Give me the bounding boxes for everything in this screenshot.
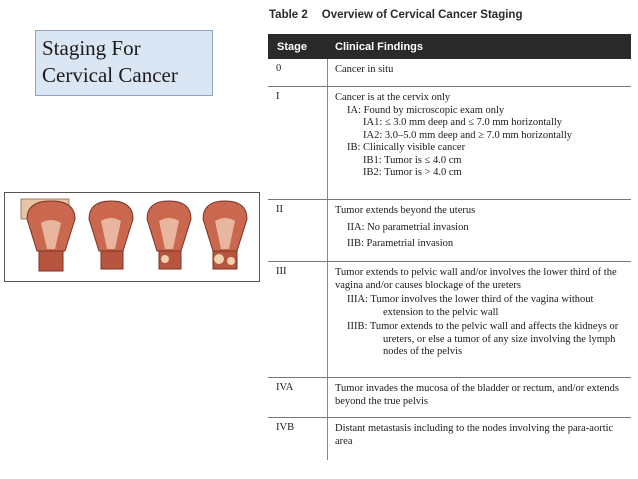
table-row [268, 262, 631, 378]
findings-cell [328, 87, 631, 199]
uterus-figure-1 [27, 201, 75, 271]
table-caption [269, 9, 522, 21]
table-title: Overview of Cervical Cancer Staging [321, 9, 523, 21]
stage-cell: IVB [268, 418, 328, 460]
finding-line: IB2: Tumor is > 4.0 cm [363, 167, 462, 178]
header-findings: Clinical Findings [335, 40, 424, 53]
finding-line: Tumor extends beyond the uterus [335, 205, 476, 216]
finding-line: Tumor invades the mucosa of the bladder or rectum, and/or extends beyond the true pelvis [335, 383, 619, 407]
title-line-1: Staging For [42, 36, 141, 60]
finding-line: Cancer is at the cervix only [335, 92, 451, 103]
finding-line: IB1: Tumor is ≤ 4.0 cm [363, 154, 462, 166]
findings-cell [328, 262, 631, 377]
finding-line: IA1: ≤ 3.0 mm deep and ≤ 7.0 mm horizontally [363, 117, 563, 128]
title-line-2: Cervical Cancer [42, 63, 178, 87]
finding-line: Tumor extends to pelvic wall and/or involves the lower third of the vagina and/or causes blockage of the ureters [335, 267, 617, 291]
finding-line: Cancer in situ [335, 64, 394, 75]
table-row [268, 418, 631, 460]
stage-cell: III [268, 262, 328, 377]
stage-cell: 0 [268, 59, 328, 86]
table-row [268, 59, 631, 87]
findings-cell [328, 418, 631, 460]
header-stage: Stage [277, 40, 307, 53]
stage-cell: I [268, 87, 328, 199]
uterus-figure-2 [89, 201, 133, 269]
findings-cell [328, 200, 631, 261]
findings-cell [328, 59, 631, 86]
table-row [268, 378, 631, 418]
finding-line: IIA: No parametrial invasion [347, 221, 469, 233]
table-row [268, 87, 631, 200]
cervical-stages-illustration [4, 192, 260, 282]
slide-title-box [35, 30, 213, 96]
table-row [268, 200, 631, 262]
finding-line: IIIB: Tumor extends to the pelvic wall and affects the kidneys or ureters, or else a tumor of any size involving the lymph nodes of the pelvis [347, 321, 619, 357]
table-header [268, 34, 631, 59]
staging-table [268, 34, 631, 460]
uterus-figure-4 [203, 201, 247, 269]
stage-cell: II [268, 200, 328, 261]
stage-cell: IVA [268, 378, 328, 417]
finding-line: IA: Found by microscopic exam only [347, 104, 505, 116]
finding-line: Distant metastasis including to the nodes involving the para-aortic area [335, 423, 614, 447]
table-label: Table 2 [269, 9, 308, 21]
findings-cell [328, 378, 631, 417]
finding-line: IIB: Parametrial invasion [347, 238, 454, 249]
finding-line: IIIA: Tumor involves the lower third of the vagina without extension to the pelvic wall [347, 294, 594, 318]
finding-line: IA2: 3.0–5.0 mm deep and ≥ 7.0 mm horizontally [363, 129, 573, 141]
finding-line: IB: Clinically visible cancer [347, 142, 466, 153]
uterus-figure-3 [147, 201, 191, 269]
